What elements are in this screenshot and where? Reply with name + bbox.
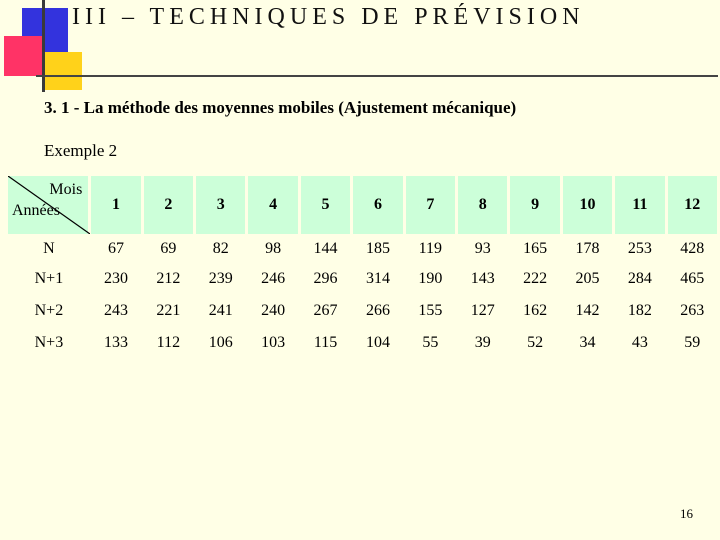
value-cell: 39: [457, 327, 509, 359]
value-cell: 190: [404, 263, 456, 295]
slide-subtitle: 3. 1 - La méthode des moyennes mobiles (Ajustement mécanique): [44, 98, 517, 117]
month-header: 12: [666, 176, 718, 234]
value-cell: 106: [195, 327, 247, 359]
month-header: 6: [352, 176, 404, 234]
value-cell: 284: [614, 263, 666, 295]
value-cell: 267: [299, 295, 351, 327]
value-cell: 34: [561, 327, 613, 359]
decor-vertical-line: [42, 0, 45, 92]
value-cell: 239: [195, 263, 247, 295]
table-corner-cell: [8, 176, 90, 234]
value-cell: 178: [561, 234, 613, 263]
corner-label-years: Années: [12, 202, 60, 219]
value-cell: 104: [352, 327, 404, 359]
value-cell: 253: [614, 234, 666, 263]
value-cell: 67: [90, 234, 142, 263]
month-header: 5: [299, 176, 351, 234]
value-cell: 246: [247, 263, 299, 295]
value-cell: 155: [404, 295, 456, 327]
value-cell: 221: [142, 295, 194, 327]
table-row: [8, 295, 719, 327]
value-cell: 185: [352, 234, 404, 263]
title-underline: [36, 75, 718, 77]
decor-yellow-square: [44, 52, 82, 90]
month-header: 3: [195, 176, 247, 234]
value-cell: 263: [666, 295, 718, 327]
month-header: 9: [509, 176, 561, 234]
value-cell: 115: [299, 327, 351, 359]
page-number: 16: [680, 506, 693, 521]
value-cell: 43: [614, 327, 666, 359]
year-label: N+3: [8, 327, 90, 359]
value-cell: 103: [247, 327, 299, 359]
year-label: N+1: [8, 263, 90, 295]
value-cell: 119: [404, 234, 456, 263]
value-cell: 266: [352, 295, 404, 327]
value-cell: 127: [457, 295, 509, 327]
value-cell: 98: [247, 234, 299, 263]
value-cell: 314: [352, 263, 404, 295]
value-cell: 165: [509, 234, 561, 263]
year-label: N: [8, 234, 90, 263]
year-label: N+2: [8, 295, 90, 327]
corner-label-months: Mois: [49, 181, 83, 198]
value-cell: 241: [195, 295, 247, 327]
value-cell: 82: [195, 234, 247, 263]
value-cell: 243: [90, 295, 142, 327]
table-row: [8, 234, 719, 263]
value-cell: 142: [561, 295, 613, 327]
example-label: Exemple 2: [44, 141, 118, 160]
table-body: [8, 234, 719, 359]
value-cell: 162: [509, 295, 561, 327]
month-header: 1: [90, 176, 142, 234]
month-header: 11: [614, 176, 666, 234]
value-cell: 93: [457, 234, 509, 263]
table-row: [8, 327, 719, 359]
value-cell: 69: [142, 234, 194, 263]
month-header: 4: [247, 176, 299, 234]
data-table-container: [8, 176, 720, 359]
month-header: 10: [561, 176, 613, 234]
value-cell: 112: [142, 327, 194, 359]
value-cell: 428: [666, 234, 718, 263]
value-cell: 240: [247, 295, 299, 327]
value-cell: 465: [666, 263, 718, 295]
value-cell: 144: [299, 234, 351, 263]
value-cell: 143: [457, 263, 509, 295]
value-cell: 296: [299, 263, 351, 295]
decor-red-square: [4, 36, 44, 76]
value-cell: 52: [509, 327, 561, 359]
value-cell: 230: [90, 263, 142, 295]
table-row: [8, 263, 719, 295]
month-header: 2: [142, 176, 194, 234]
value-cell: 205: [561, 263, 613, 295]
month-header: 7: [404, 176, 456, 234]
table-header-row: [8, 176, 719, 234]
value-cell: 133: [90, 327, 142, 359]
monthly-sales-table: [8, 176, 720, 359]
value-cell: 55: [404, 327, 456, 359]
value-cell: 59: [666, 327, 718, 359]
value-cell: 182: [614, 295, 666, 327]
value-cell: 222: [509, 263, 561, 295]
slide-title: III – TECHNIQUES DE PRÉVISION: [72, 4, 585, 30]
value-cell: 212: [142, 263, 194, 295]
month-header: 8: [457, 176, 509, 234]
